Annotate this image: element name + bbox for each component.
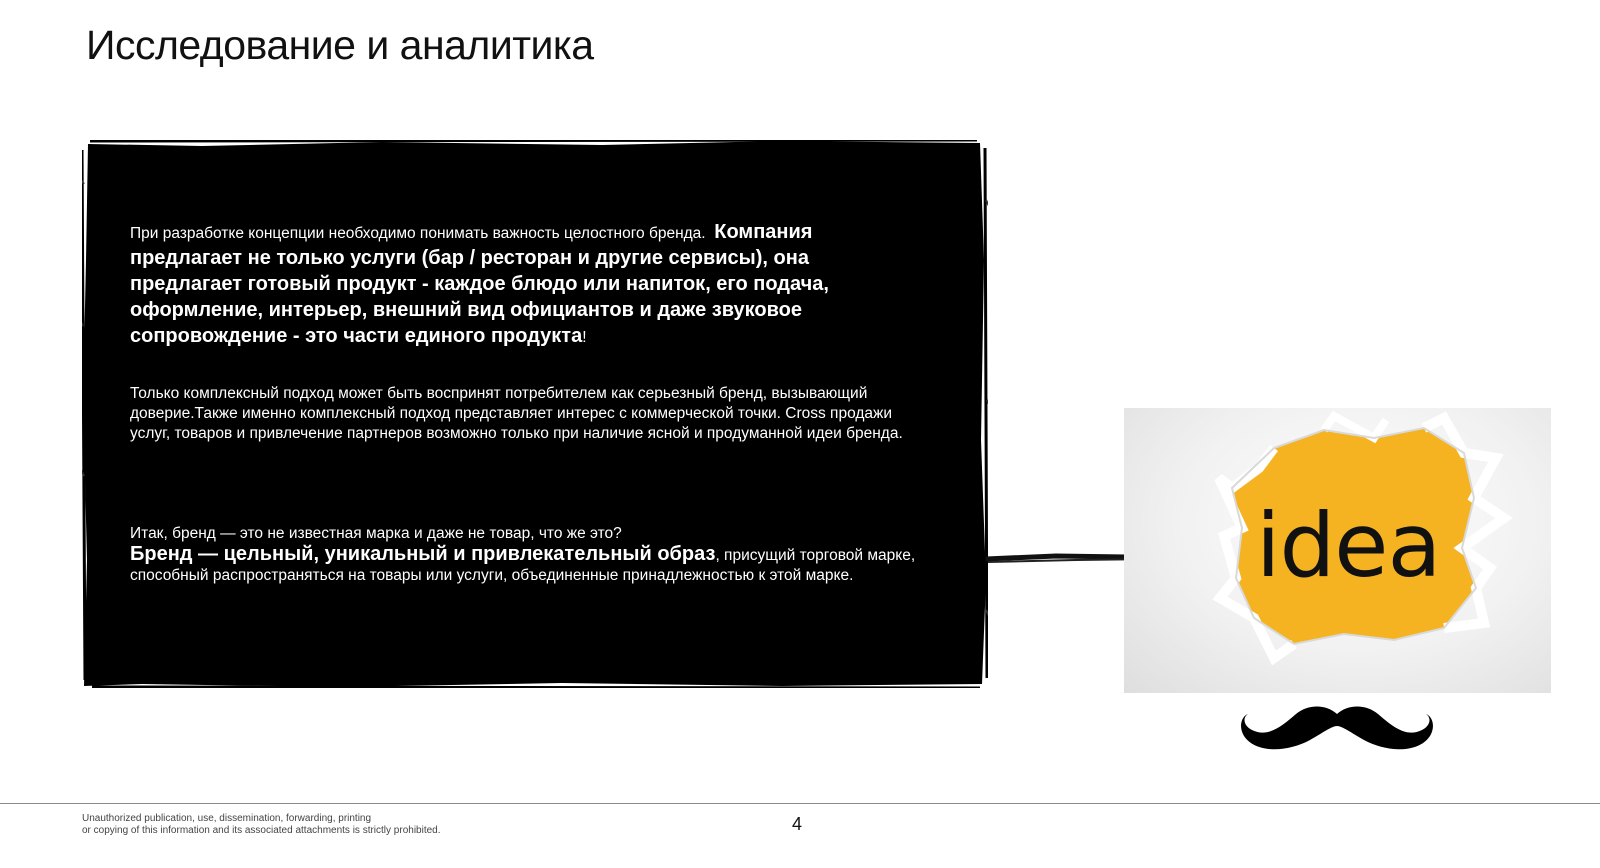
mustache-icon (1238, 700, 1436, 760)
content-box (82, 140, 988, 688)
footer-disclaimer (82, 813, 441, 837)
footer-divider (0, 803, 1600, 804)
page-number: 4 (792, 814, 803, 834)
concept-emphasis: Компания предлагает не только услуги (бар / ресторан и другие сервисы), она предлагает готовый продукт - каждое блюдо или напиток, его подача, оформление, интерьер, внешний вид официантов и даже звуковое сопровождение - это части единого продукта (130, 221, 829, 347)
paragraph-approach: Только комплексный подход может быть воспринят потребителем как серьезный бренд, вызывающий доверие.Также именно комплексный подход представляет интерес с коммерческой точки. Cross продажи услуг, товаров и привлечение партнеров возможно только при наличие ясной и продуманной идеи бренда. (130, 385, 903, 442)
paragraph-brand-definition (130, 524, 920, 586)
footer-disclaimer-line-1: Unauthorized publication, use, dissemination, forwarding, printing (82, 813, 372, 824)
concept-intro: При разработке концепции необходимо понимать важность целостного бренда. (130, 225, 706, 242)
paragraph-concept (130, 220, 920, 350)
concept-end: ! (582, 329, 587, 346)
brand-definition-bold: Бренд — цельный, уникальный и привлекательный образ (130, 543, 716, 565)
slide-title: Исследование и аналитика (86, 22, 594, 68)
brand-definition-rest: , присущий торговой марке, способный распространяться на товары или услуги, объединенные принадлежностью к этой марке. (130, 547, 916, 584)
idea-word: idea (1256, 494, 1441, 597)
idea-image (1124, 408, 1551, 693)
footer-disclaimer-line-2: or copying of this information and its associated attachments is strictly prohibited. (82, 825, 441, 836)
brand-question: Итак, бренд — это не известная марка и даже не товар, что же это? (130, 525, 622, 542)
